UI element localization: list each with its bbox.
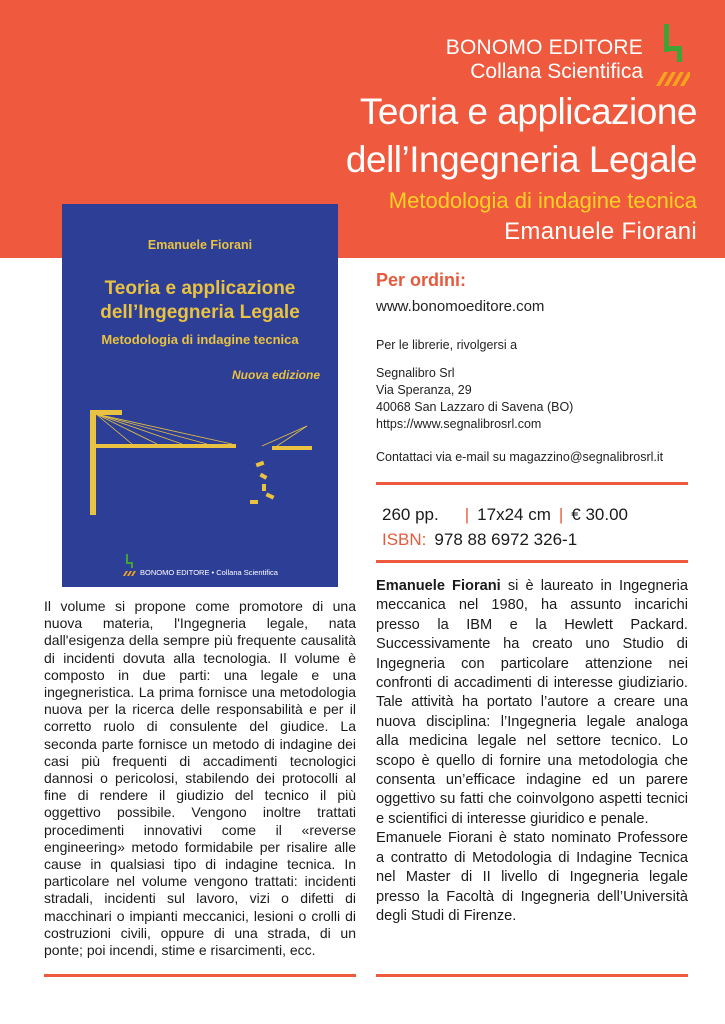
cover-publisher: BONOMO EDITORE • Collana Scientifica	[140, 568, 278, 577]
isbn-row	[382, 530, 577, 550]
isbn-value: 978 88 6972 326-1	[434, 530, 578, 549]
cover-edition: Nuova edizione	[232, 368, 321, 382]
bio-author-name: Emanuele Fiorani	[376, 578, 501, 594]
publisher-series: Collana Scientifica	[470, 60, 643, 83]
book-description: Il volume si propone come promotore di una nuova materia, l'Ingegneria legale, nata dall'esigenza della sempre più frequente causalità di incidenti dovuta alla tecnologia. Il volume è composto in due parti: una legale e una ingegneristica. La prima fornisce una metodologia nuova per la ricerca delle responsabilità e per il corretto ruolo di consulente del giudice. La seconda parte fornisce un metodo di indagine dei casi più frequenti di accadimenti tecnologici dannosi o pericolosi, stabilendo dei protocolli al fine di rendere il giudizio del tecnico il più oggettivo possibile. Vengono inoltre trattati procedimenti innovativi come il «reverse engineering» metodo formidabile per risalire alle cause in qualsiasi tipo di indagine tecnica. In particolare nel volume vengono trattati: incidenti stradali, incidenti sul lavoro, vizi o difetti di macchinari o impianti meccanici, lesioni o crolli di costruzioni civili, oppure di una strada, di un ponte; poi incendi, stime e risarcimenti, ecc.	[44, 598, 356, 959]
divider	[44, 974, 356, 977]
bio-text: si è laureato in Ingegneria meccanica nel 1980, ha assunto incarichi presso la IBM e la Hewlett Packard. Successivamente ha creato uno Studio di Ingegneria con particolare attenzione nei confronti di accadimenti di interesse giudiziario. Tale attività ha portato l’autore a creare una nuova disciplina: l’Ingegneria legale analoga alla medicina legale nel settore tecnico. Lo scopo è quello di fornire una metodologia che consenta un’efficace indagine ed un parere oggettivo su fatti che coinvolgono aspetti tecnici e scientifici di interesse giuridico e penale.	[376, 578, 688, 827]
book-size: 17x24 cm	[477, 505, 551, 524]
divider	[376, 482, 688, 485]
cover-title-line1: Teoria e applicazione	[104, 278, 296, 299]
distributor-name: Segnalibro Srl	[376, 366, 455, 380]
book-details	[382, 505, 628, 525]
separator: |	[558, 505, 564, 524]
cover-author: Emanuele Fiorani	[147, 238, 253, 252]
cover-subtitle: Metodologia di indagine tecnica	[101, 332, 299, 347]
author-name: Emanuele Fiorani	[504, 218, 697, 245]
publisher-logo-icon	[650, 24, 690, 86]
book-title-line1: Teoria e applicazione	[359, 91, 697, 132]
book-title-line2: dell’Ingegneria Legale	[345, 139, 697, 180]
distributor-address	[376, 365, 573, 433]
distributor-website-link[interactable]: https://www.segnalibrosrl.com	[376, 417, 542, 431]
bridge-illustration	[82, 404, 322, 524]
orders-title: Per ordini:	[376, 270, 467, 290]
page-count: 260 pp.	[382, 505, 439, 524]
cover-title-line2: dell’Ingegneria Legale	[100, 302, 300, 323]
publisher-name: BONOMO EDITORE	[445, 36, 643, 59]
book-cover	[62, 204, 338, 587]
divider	[376, 974, 688, 977]
cover-title	[62, 277, 338, 325]
separator: |	[464, 505, 470, 524]
author-bio	[376, 577, 688, 926]
book-price: € 30.00	[571, 505, 629, 524]
orders-url-link[interactable]: www.bonomoeditore.com	[376, 298, 545, 315]
bio-paragraph: Emanuele Fiorani è stato nominato Professore a contratto di Metodologia di Indagine Tecnica nel Master di II livello di Ingegneria legale presso la Facoltà di Ingegneria dell’Università degli Studi di Firenze.	[376, 830, 688, 924]
bookstores-note: Per le librerie, rivolgersi a	[376, 338, 518, 352]
divider	[376, 560, 688, 563]
distributor-street: Via Speranza, 29	[376, 383, 472, 397]
cover-logo-icon	[122, 554, 136, 576]
bio-paragraph	[376, 577, 688, 829]
contact-email[interactable]: Contattaci via e-mail su magazzino@segnalibrosrl.it	[376, 450, 664, 464]
book-subtitle: Metodologia di indagine tecnica	[388, 188, 697, 213]
isbn-label: ISBN:	[382, 530, 427, 549]
distributor-city: 40068 San Lazzaro di Savena (BO)	[376, 400, 574, 414]
book-title	[137, 88, 697, 184]
